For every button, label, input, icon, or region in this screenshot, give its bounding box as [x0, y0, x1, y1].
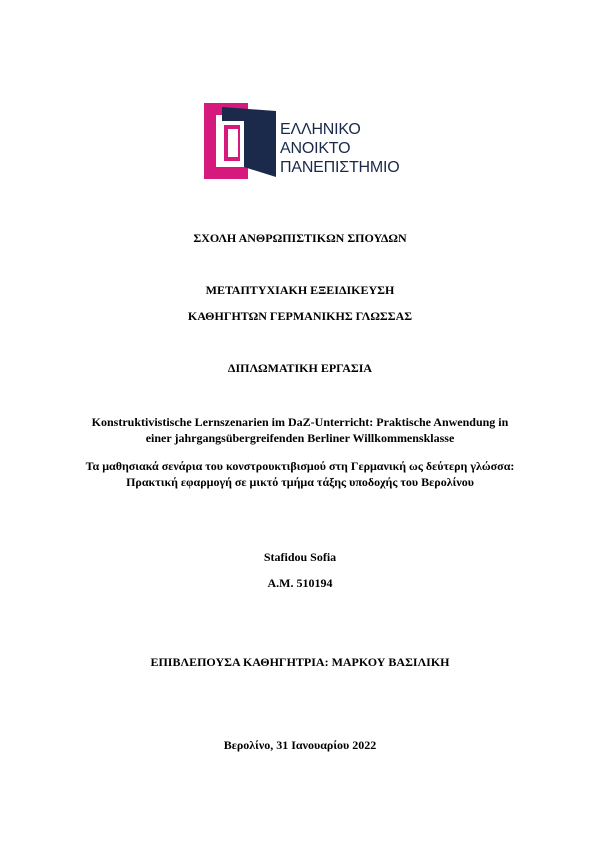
university-name-line3: ΠΑΝΕΠΙΣΤΗΜΙΟ — [280, 159, 400, 176]
program-line-2: ΚΑΘΗΓΗΤΩΝ ΓΕΡΜΑΝΙΚΗΣ ΓΛΩΣΣΑΣ — [187, 309, 413, 323]
title-german-line-2: einer jahrgangsübergreifenden Berliner Willkommensklasse — [145, 431, 455, 445]
school-name: ΣΧΟΛΗ ΑΝΘΡΩΠΙΣΤΙΚΩΝ ΣΠΟΥΔΩΝ — [193, 231, 407, 245]
place-date: Βερολίνο, 31 Ιανουαρίου 2022 — [223, 738, 377, 752]
program-line-1: ΜΕΤΑΠΤΥΧΙΑΚΗ ΕΞΕΙΔΙΚΕΥΣΗ — [205, 283, 395, 297]
university-logo — [204, 103, 404, 179]
author-name: Stafidou Sofia — [263, 550, 337, 564]
student-id: A.M. 510194 — [267, 576, 333, 590]
title-german — [60, 414, 540, 446]
university-name-line2: ΑΝΟΙΚΤΟ — [280, 140, 351, 157]
title-german-line-1: Konstruktivistische Lernszenarien im DaZ-Unterricht: Praktische Anwendung in — [91, 415, 509, 429]
title-greek-line-1: Τα μαθησιακά σενάρια του κονστρουκτιβισμού στη Γερμανική ως δεύτερη γλώσσα: — [85, 459, 515, 473]
university-logo-mark-icon — [204, 103, 278, 179]
university-name — [280, 120, 400, 177]
university-name-line1: ΕΛΛΗΝΙΚΟ — [280, 121, 361, 138]
supervisor: ΕΠΙΒΛΕΠΟΥΣΑ ΚΑΘΗΓΗΤΡΙΑ: ΜΑΡΚΟΥ ΒΑΣΙΛΙΚΗ — [150, 655, 450, 669]
title-greek — [60, 458, 540, 490]
document-type: ΔΙΠΛΩΜΑΤΙΚΗ ΕΡΓΑΣΙΑ — [227, 361, 373, 375]
title-greek-line-2: Πρακτική εφαρμογή σε μικτό τμήμα τάξης υποδοχής του Βερολίνου — [126, 475, 474, 489]
